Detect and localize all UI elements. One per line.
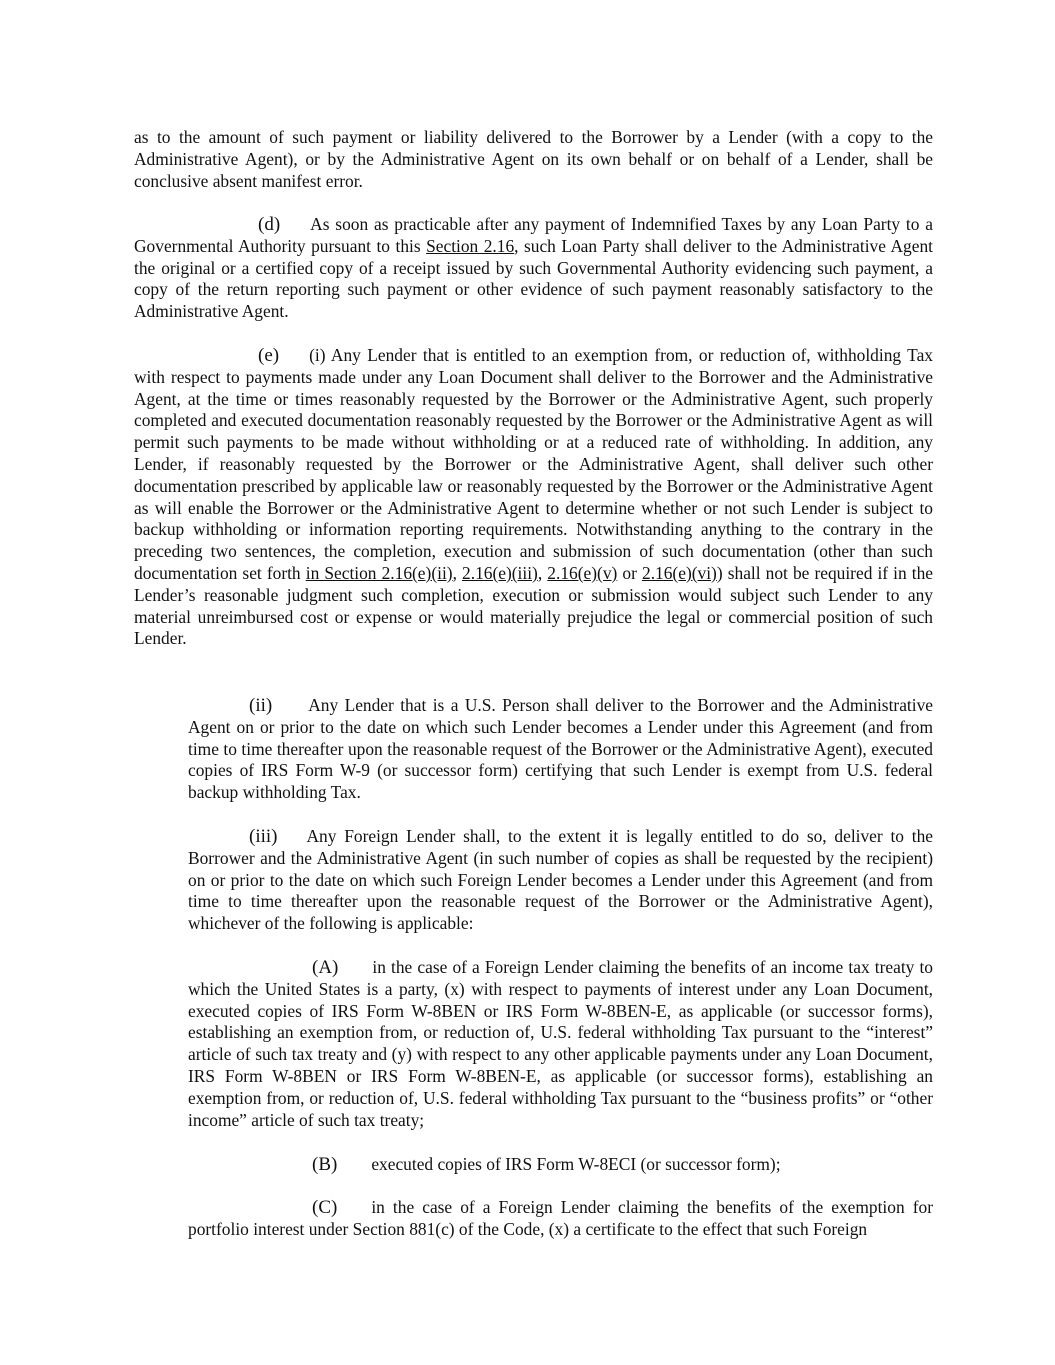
paragraph-e-label: (e) — [258, 345, 280, 366]
paragraph-ii: (ii) Any Lender that is a U.S. Person shall deliver to the Borrower and the Administrative Agent on or prior to the date on which such Lender becomes a Lender under this Agreement (and from time to time thereafter upon the reasonable request of the Borrower or the Administrative Agent), executed copies of IRS Form W-9 (or successor form) certifying that such Lender is exempt from U.S. federal backup withholding Tax. — [188, 695, 933, 803]
paragraph-A: (A) in the case of a Foreign Lender claiming the benefits of an income tax treaty to which the United States is a party, (x) with respect to payments of interest under any Loan Document, executed copies of IRS Form W-8BEN or IRS Form W-8BEN-E, as applicable (or successor forms), establishing an exemption from, or reduction of, U.S. federal withholding Tax pursuant to the “interest” article of such tax treaty and (y) with respect to any other applicable payments under any Loan Document, IRS Form W-8BEN or IRS Form W-8BEN-E, as applicable (or successor forms), establishing an exemption from, or reduction of, U.S. federal withholding Tax pursuant to the “business profits” or “other income” article of such tax treaty; — [188, 957, 933, 1130]
paragraph-iii-label: (iii) — [249, 826, 278, 847]
section-2-16-e-vi-link[interactable]: 2.16(e)(vi) — [642, 562, 717, 583]
paragraph-d-label: (d) — [258, 214, 281, 235]
paragraph-c-continuation: as to the amount of such payment or liability delivered to the Borrower by a Lender (with a copy to the Administrative Agent), or by the Administrative Agent on its own behalf or on behalf of a Lender, shall be conclusive absent manifest error. — [134, 127, 933, 191]
section-2-16-e-iii-link[interactable]: 2.16(e)(iii) — [462, 562, 538, 583]
paragraph-B-label: (B) — [312, 1154, 338, 1175]
paragraph-C: (C) in the case of a Foreign Lender claiming the benefits of the exemption for portfolio interest under Section 881(c) of the Code, (x) a certificate to the effect that such Foreign — [188, 1197, 933, 1239]
paragraph-d: (d) As soon as practicable after any payment of Indemnified Taxes by any Loan Party to a Governmental Authority pursuant to this Section 2.16, such Loan Party shall deliver to the Administrative Agent the original or a certified copy of a receipt issued by such Governmental Authority evidencing such payment, a copy of the return reporting such payment or other evidence of such payment reasonably satisfactory to the Administrative Agent. — [134, 214, 933, 322]
paragraph-e: (e) (i) Any Lender that is entitled to an exemption from, or reduction of, withholding Tax with respect to payments made under any Loan Document shall deliver to the Borrower and the Administrative Agent, at the time or times reasonably requested by the Borrower or the Administrative Agent, such properly completed and executed documentation reasonably requested by the Borrower or the Administrative Agent as will permit such payments to be made without withholding or at a reduced rate of withholding. In addition, any Lender, if reasonably requested by the Borrower or the Administrative Agent, shall deliver such other documentation prescribed by applicable law or reasonably requested by the Borrower or the Administrative Agent as will enable the Borrower or the Administrative Agent to determine whether or not such Lender is subject to backup withholding or information reporting requirements. Notwithstanding anything to the contrary in the preceding two sentences, the completion, execution and submission of such documentation (other than such documentation set forth in Section 2.16(e)(ii), 2.16(e)(iii), 2.16(e)(v) or 2.16(e)(vi)) shall not be required if in the Lender’s reasonable judgment such completion, execution or submission would subject such Lender to any material unreimbursed cost or expense or would materially prejudice the legal or commercial position of such Lender. — [134, 345, 934, 649]
paragraph-C-label: (C) — [312, 1197, 338, 1218]
section-2-16-e-ii-link[interactable]: in Section 2.16(e)(ii) — [305, 562, 453, 583]
paragraph-A-label: (A) — [312, 957, 339, 978]
section-2-16-link[interactable]: Section 2.16 — [426, 235, 515, 256]
paragraph-ii-label: (ii) — [249, 695, 273, 716]
paragraph-B: (B) executed copies of IRS Form W-8ECI (or successor form); — [312, 1154, 781, 1175]
section-2-16-e-v-link[interactable]: 2.16(e)(v) — [547, 562, 618, 583]
paragraph-iii: (iii) Any Foreign Lender shall, to the extent it is legally entitled to do so, deliver to the Borrower and the Administrative Agent (in such number of copies as shall be requested by the recipient) on or prior to the date on which such Foreign Lender becomes a Lender under this Agreement (and from time to time thereafter upon the reasonable request of the Borrower or the Administrative Agent), whichever of the following is applicable: — [188, 826, 933, 934]
